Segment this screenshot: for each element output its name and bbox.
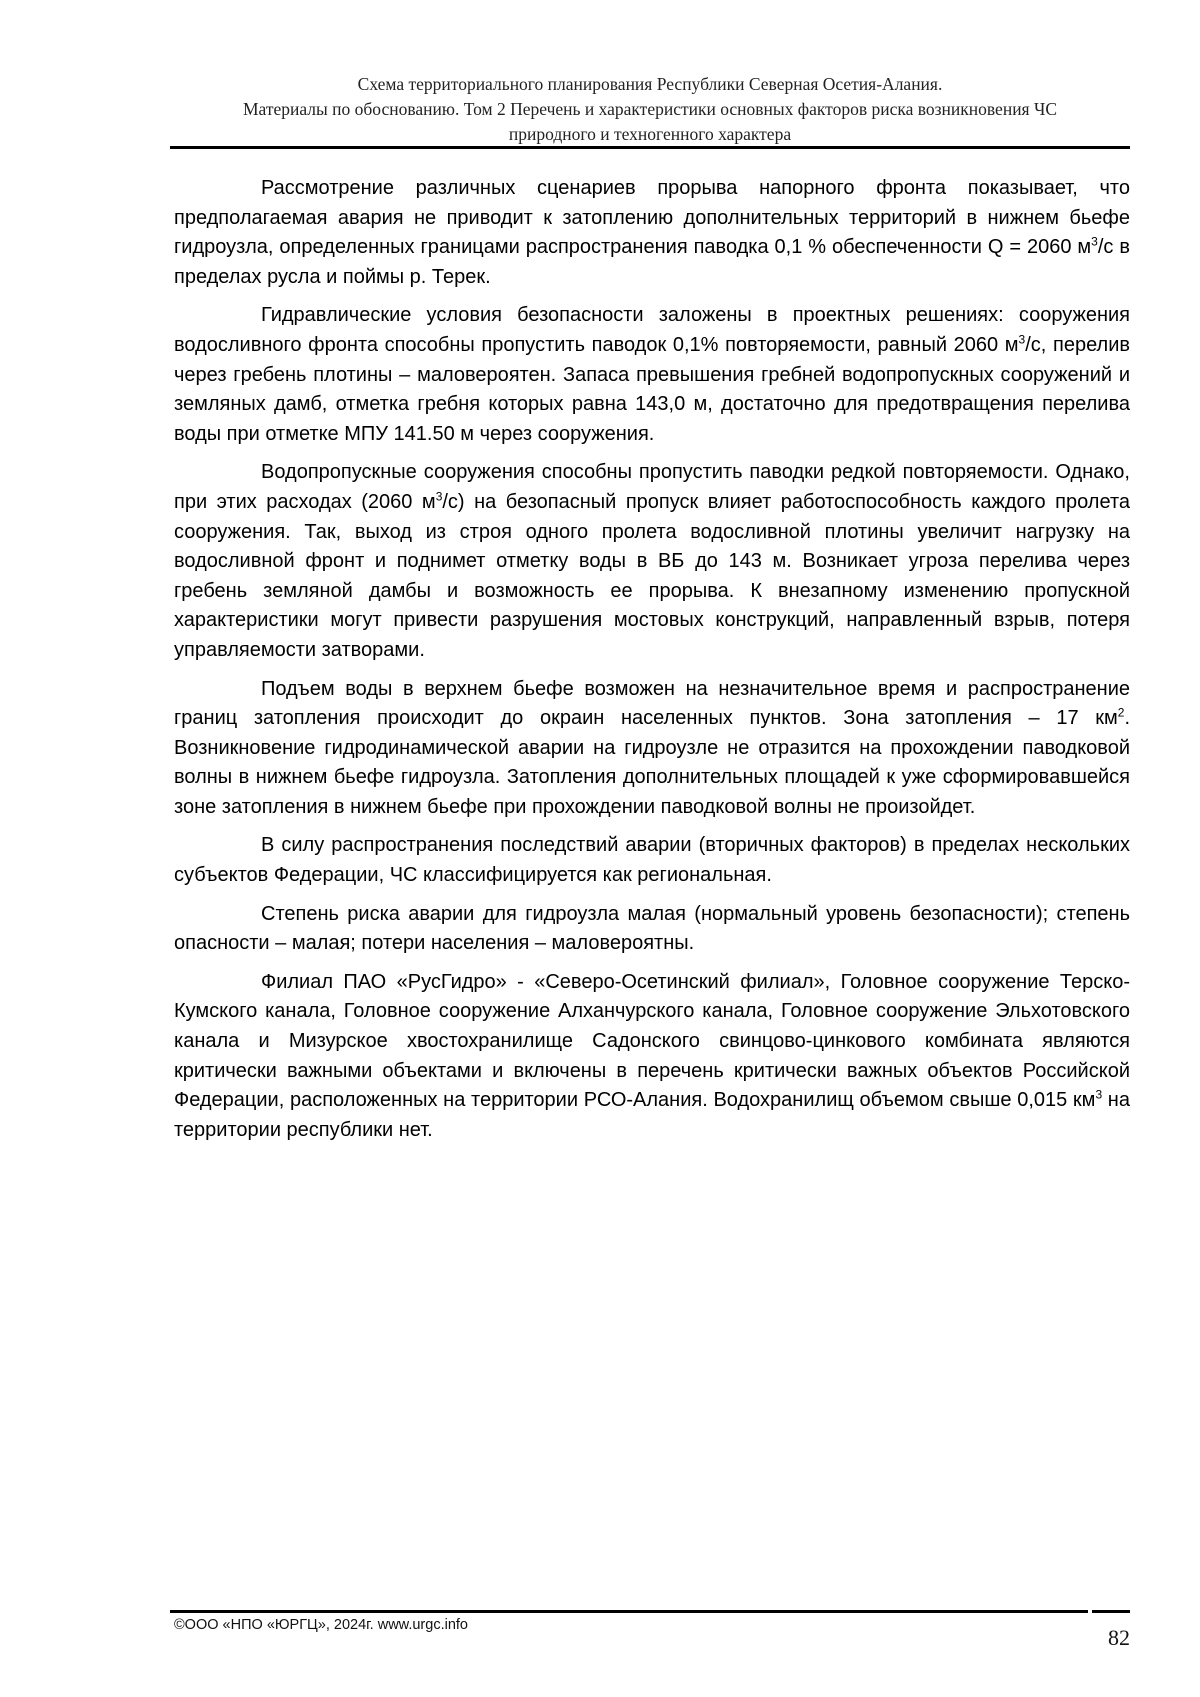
text-run: Подъем воды в верхнем бьефе возможен на незначительное время и распространение границ затопления происходит до окраин населенных пунктов. Зона затопления – 17 км (174, 677, 1130, 730)
text-run: /с в пределах русла и поймы р. Терек. (174, 236, 1130, 288)
text-run: Рассмотрение различных сценариев прорыва напорного фронта показывает, что предполагаемая авария не приводит к затоплению дополнительных территорий в нижнем бьефе гидроузла, определенных границами распространения паводка 0,1 % обеспеченности Q = 2060 м (174, 177, 1130, 259)
footer-copyright: ©ООО «НПО «ЮРГЦ», 2024г. www.urgc.info (174, 1617, 468, 1633)
paragraph-hydraulic-conditions (174, 301, 1130, 449)
text-run: /с) на безопасный пропуск влияет работоспособность каждого пролета сооружения. Так, выход из строя одного пролета водосливной плотины увеличит нагрузку на водосливной фронт и поднимет отметку воды в ВБ до 143 м. Возникает угроза перелива через гребень земляной дамбы и возможность ее прорыва. К внезапному изменению пропускной характеристики могут привести разрушения мостовых конструкций, направленный взрыв, потеря управляемости затворами. (174, 490, 1130, 661)
header-line-3: природного и техногенного характера (508, 124, 792, 144)
document-body (174, 174, 1130, 1154)
paragraph-risk-degree: Степень риска аварии для гидроузла малая (нормальный уровень безопасности); степень опасности – малая; потери населения – маловероятны. (174, 902, 1130, 955)
page-number: 82 (1108, 1625, 1130, 1650)
superscript: 2 (1117, 705, 1125, 720)
text-run: /с, перелив через гребень плотины – маловероятен. Запаса превышения гребней водопропускных сооружений и земляных дамб, отметка гребня которых равна 143,0 м, достаточно для предотвращения перелива воды при отметке МПУ 141.50 м через сооружения. (174, 333, 1130, 445)
header-divider (170, 146, 1130, 149)
paragraph-water-rise (174, 675, 1130, 823)
text-run: Гидравлические условия безопасности заложены в проектных решениях: сооружения водосливного фронта способны пропустить паводок 0,1% повторяемости, равный 2060 м (174, 304, 1130, 356)
superscript: 3 (1091, 234, 1098, 249)
paragraph-spillway-structures (174, 458, 1130, 665)
paragraph-breach-scenarios (174, 174, 1130, 292)
header-line-2: Материалы по обоснованию. Том 2 Перечень и характеристики основных факторов риска возникновения ЧС (242, 99, 1058, 119)
text-run: Филиал ПАО «РусГидро» - «Северо-Осетинский филиал», Головное сооружение Терско-Кумского канала, Головное сооружение Алханчурского канала, Головное сооружение Эльхотовского канала и Мизурское хвостохранилище Садонского свинцово-цинкового комбината являются критически важными объектами и включены в перечень критически важных объектов Российской Федерации, расположенных на территории РСО-Алания. Водохранилищ объемом свыше 0,015 км (174, 970, 1130, 1112)
paragraph-classification: В силу распространения последствий аварии (вторичных факторов) в пределах нескольких субъектов Федерации, ЧС классифицируется как региональная. (174, 834, 1130, 887)
page-header (170, 72, 1130, 147)
header-line-1: Схема территориального планирования Республики Северная Осетия-Алания. (357, 74, 943, 94)
superscript: 3 (1095, 1087, 1103, 1102)
footer-divider (170, 1610, 1130, 1613)
paragraph-critical-objects (174, 968, 1130, 1146)
footer-divider-gap (1088, 1610, 1092, 1613)
text-run: на территории республики нет. (174, 1089, 1130, 1141)
text-run: . Возникновение гидродинамической аварии на гидроузле не отразится на прохождении паводковой волны в нижнем бьефе гидроузла. Затопления дополнительных площадей к уже сформировавшейся зоне затопления в нижнем бьефе при прохождении паводковой волны не произойдет. (174, 707, 1130, 818)
superscript: 3 (1018, 332, 1026, 347)
superscript: 3 (435, 489, 443, 504)
text-run: Водопропускные сооружения способны пропустить паводки редкой повторяемости. Однако, при этих расходах (2060 м (174, 461, 1130, 513)
